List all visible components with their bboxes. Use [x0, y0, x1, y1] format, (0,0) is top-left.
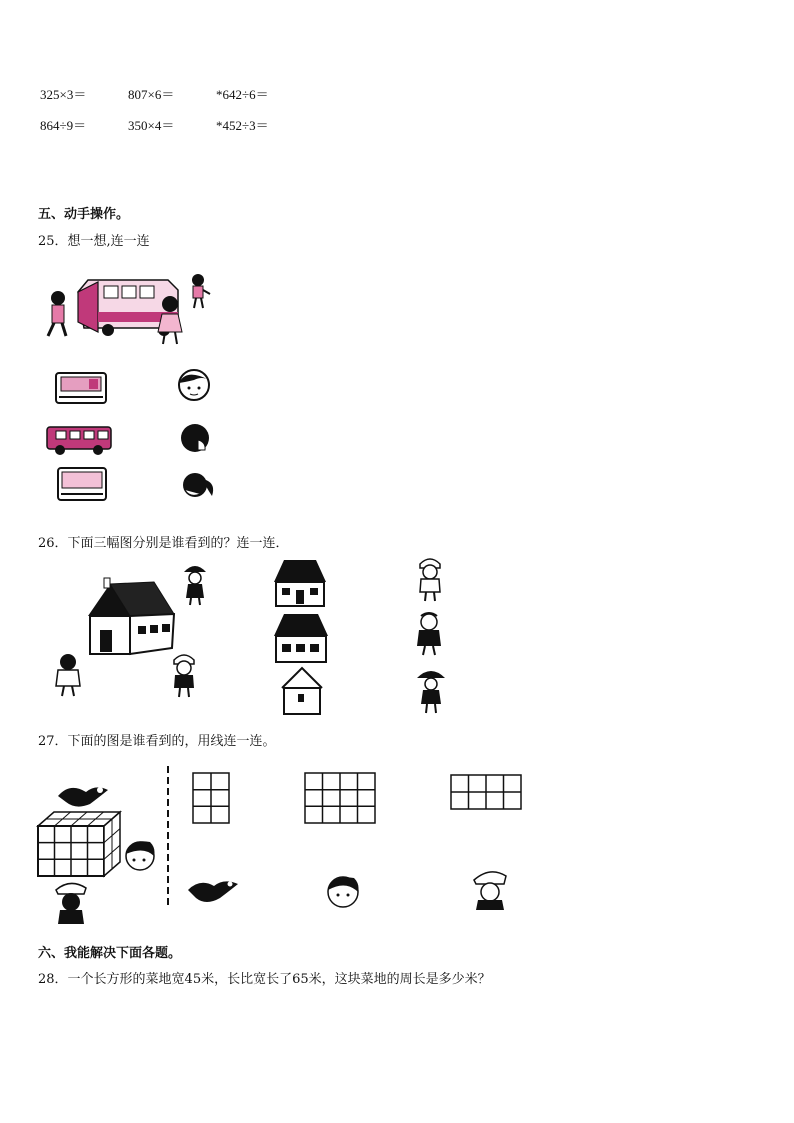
- bus-view-side-icon: [46, 425, 112, 457]
- boy-head-back-icon: [178, 422, 212, 454]
- section-5-title: 五、动手操作。: [38, 207, 130, 222]
- question-26-text: 下面三幅图分别是谁看到的？连一连．: [67, 536, 289, 551]
- question-25-text: 想一想,连一连: [67, 234, 150, 249]
- equation-864div9: 864÷9＝: [40, 118, 87, 133]
- view-grid-2x3-icon: [192, 772, 230, 824]
- girl-left-icon: [52, 650, 84, 698]
- girl-head-back-icon: [180, 470, 218, 502]
- kid-option-3-icon: [414, 666, 448, 714]
- question-28-number: 28．: [38, 972, 68, 987]
- boy-head-front-icon: [176, 368, 212, 402]
- kid-option-2-icon: [412, 610, 446, 656]
- boy-head-option-icon: [324, 872, 362, 912]
- house-view-gable-icon: [280, 666, 324, 716]
- cube-stack-scene-illustration: [36, 778, 166, 928]
- question-26: [38, 532, 289, 551]
- house-illustration: [84, 576, 176, 660]
- kid-hat-option-icon: [470, 866, 510, 912]
- equation-642div6: *642÷6＝: [216, 87, 269, 102]
- bus-view-back-icon: [57, 467, 107, 503]
- kid-hat-bottom-icon: [56, 883, 86, 924]
- house-view-front-icon: [272, 558, 328, 608]
- equation-325x3: 325×3＝: [40, 87, 87, 102]
- boy-head-side-icon: [126, 841, 155, 870]
- equation-452div3: *452÷3＝: [216, 118, 269, 133]
- question-27-text: 下面的图是谁看到的，用线连一连。: [67, 734, 276, 749]
- equation-350x4: 350×4＝: [128, 118, 175, 133]
- view-grid-4x2-icon: [450, 774, 522, 810]
- section-6-title: 六、我能解决下面各题。: [38, 946, 182, 961]
- bird-top-icon: [58, 787, 108, 807]
- cube-stack-icon: [38, 812, 120, 876]
- bus-scene-illustration: [38, 272, 218, 352]
- dashed-divider: [166, 766, 170, 908]
- question-25: [38, 230, 150, 249]
- question-27-number: 27．: [38, 734, 68, 749]
- bus-view-front-icon: [55, 372, 107, 406]
- kid-option-1-icon: [414, 556, 446, 602]
- equation-807x6: 807×6＝: [128, 87, 175, 102]
- question-26-number: 26．: [38, 536, 68, 551]
- view-grid-4x3-icon: [304, 772, 376, 824]
- bird-option-icon: [186, 874, 240, 910]
- girl-with-umbrella-top-icon: [180, 562, 210, 606]
- boy-top-right-icon: [192, 274, 210, 308]
- question-27: [38, 730, 276, 749]
- house-view-side-icon: [272, 612, 330, 664]
- question-28: [38, 968, 491, 987]
- question-28-text: 一个长方形的菜地宽45米，长比宽长了65米，这块菜地的周长是多少米？: [67, 972, 491, 987]
- boy-left-icon: [48, 291, 66, 336]
- question-25-number: 25．: [38, 234, 68, 249]
- girl-right-icon: [168, 652, 200, 698]
